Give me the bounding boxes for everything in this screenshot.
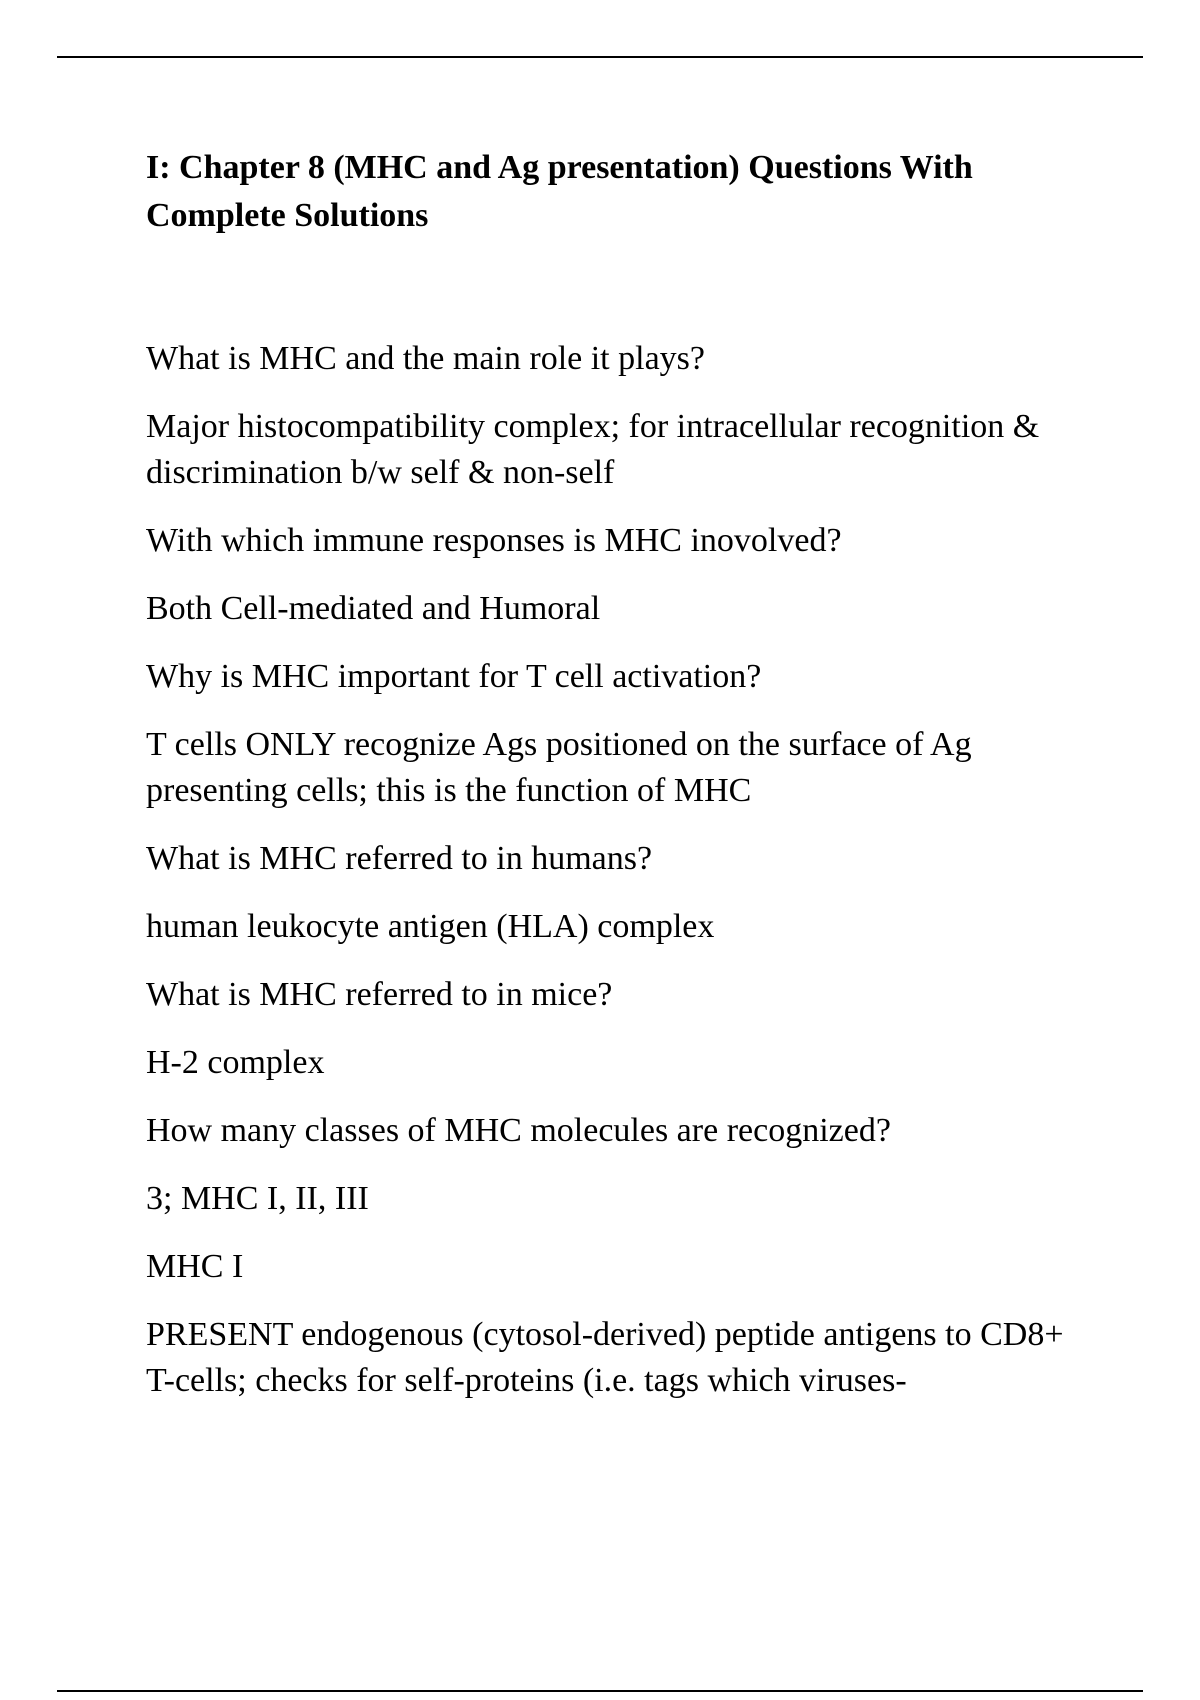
answer-immune-responses: Both Cell-mediated and Humoral bbox=[146, 590, 601, 627]
question-mhc-humans: What is MHC referred to in humans? bbox=[146, 840, 653, 877]
answer-mhc-classes: 3; MHC I, II, III bbox=[146, 1180, 369, 1217]
question-mhc-mice: What is MHC referred to in mice? bbox=[146, 976, 613, 1013]
question-mhc-classes: How many classes of MHC molecules are recognized? bbox=[146, 1112, 891, 1149]
answer-t-cell-activation: T cells ONLY recognize Ags positioned on the surface of Ag presenting cells; this is the function of MHC bbox=[146, 726, 972, 809]
question-t-cell-activation: Why is MHC important for T cell activation? bbox=[146, 658, 762, 695]
answer-mhc-mice: H-2 complex bbox=[146, 1044, 325, 1081]
bottom-rule bbox=[57, 1690, 1143, 1692]
question-immune-responses: With which immune responses is MHC inovolved? bbox=[146, 522, 842, 559]
top-rule bbox=[57, 56, 1143, 58]
question-mhc-role: What is MHC and the main role it plays? bbox=[146, 340, 705, 377]
answer-mhc-i: PRESENT endogenous (cytosol-derived) peptide antigens to CD8+ T-cells; checks for self-proteins (i.e. tags which viruses- bbox=[146, 1316, 1064, 1399]
question-mhc-i: MHC I bbox=[146, 1248, 244, 1285]
answer-mhc-humans: human leukocyte antigen (HLA) complex bbox=[146, 908, 715, 945]
document-title: I: Chapter 8 (MHC and Ag presentation) Questions With Complete Solutions bbox=[146, 149, 973, 234]
document-body bbox=[146, 144, 1076, 1426]
answer-mhc-role: Major histocompatibility complex; for intracellular recognition & discrimination b/w self & non-self bbox=[146, 408, 1040, 491]
